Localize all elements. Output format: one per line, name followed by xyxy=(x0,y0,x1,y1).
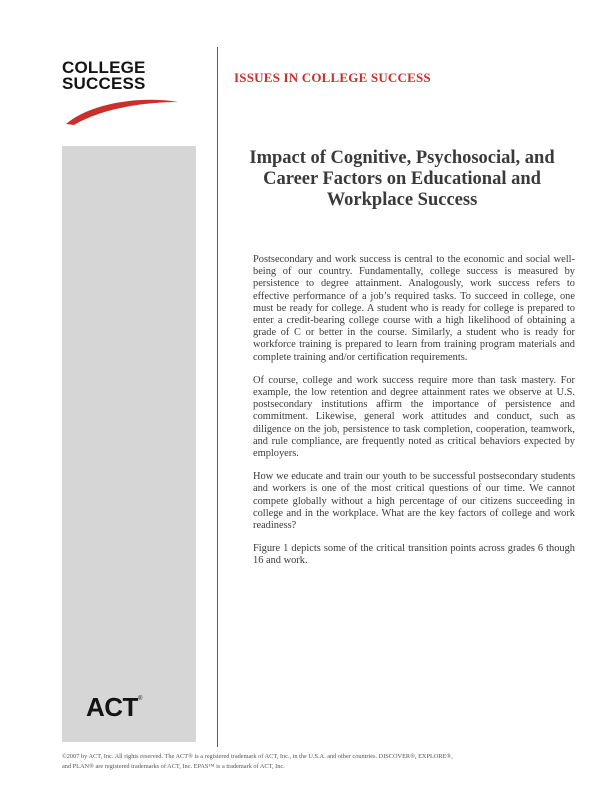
swoosh-icon xyxy=(62,96,180,126)
logo-line-1: COLLEGE xyxy=(62,58,146,77)
series-label: ISSUES IN COLLEGE SUCCESS xyxy=(234,70,431,85)
paragraph: How we educate and train our youth to be successful postsecondary students and workers is one of the most critical questions of our time. We cannot compete globally without a high percentage of our citizens succeeding in college and in the workplace. What are the key factors of college and work readiness? xyxy=(253,471,575,532)
footer-line-1: ©2007 by ACT, Inc. All rights reserved. The ACT® is a registered trademark of ACT, Inc., in the U.S.A. and other countries. DISCOVER®, EXPLORE®, xyxy=(62,753,453,760)
sidebar-band xyxy=(62,146,196,742)
act-logo-text: ACT xyxy=(86,692,138,722)
page-title: Impact of Cognitive, Psychosocial, and Career Factors on Educational and Workplace Success xyxy=(249,148,555,210)
act-logo xyxy=(86,692,142,723)
paragraph: Of course, college and work success require more than task mastery. For example, the low retention and degree attainment rates we observe at U.S. postsecondary institutions affirm the importance of persistence and commitment. Likewise, general work attitudes and conduct, such as diligence on the job, persistence to task completion, cooperation, teamwork, and rule compliance, are frequently noted as critical behaviors expected by employers. xyxy=(253,374,575,460)
registered-mark: ® xyxy=(137,696,142,702)
footer-line-2: and PLAN® are registered trademarks of ACT, Inc. EPAS™ is a trademark of ACT, Inc. xyxy=(62,763,285,770)
college-success-logo xyxy=(62,60,192,138)
logo-line-2: SUCCESS xyxy=(62,74,146,93)
paragraph: Figure 1 depicts some of the critical transition points across grades 6 though 16 and work. xyxy=(253,543,575,567)
vertical-rule xyxy=(217,47,218,747)
copyright-footer xyxy=(62,752,582,772)
paragraph: Postsecondary and work success is central to the economic and social well-being of our country. Fundamentally, college success is measured by persistence to degree attainment. Analogously, work success refers to effective performance of a job’s required tasks. To succeed in college, one must be ready for college. A student who is ready for college is prepared to enter a credit-bearing college course with a high likelihood of obtaining a grade of C or better in the course. Similarly, a student who is ready for workforce training is prepared to learn from training program materials and complete training and/or certification requirements. xyxy=(253,254,575,363)
body-text xyxy=(253,254,575,579)
